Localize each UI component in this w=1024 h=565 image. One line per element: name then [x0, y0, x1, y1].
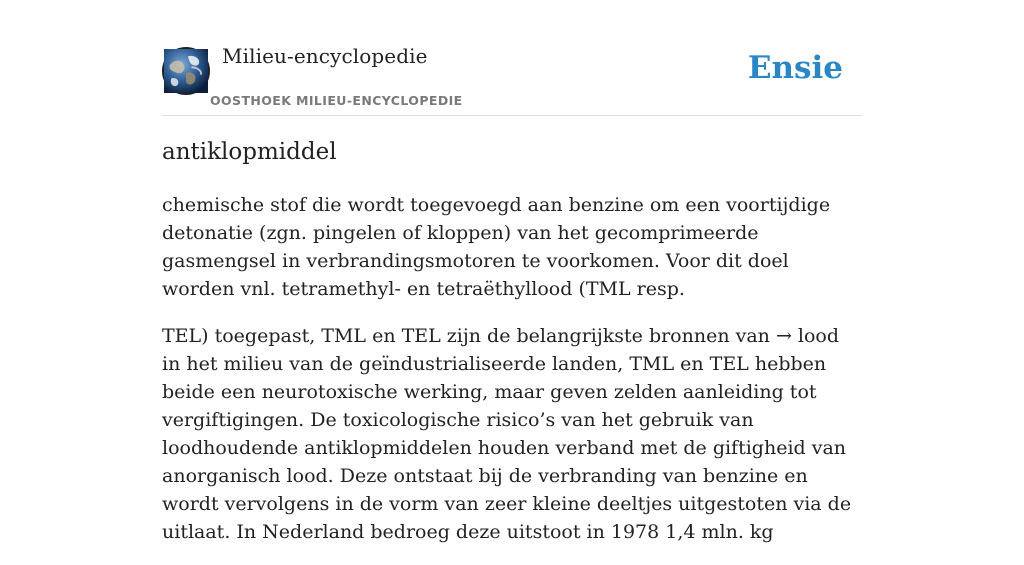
- article-paragraph: TEL) toegepast, TML en TEL zijn de belangrijkste bronnen van → lood in het milieu van de geïndustrialiseerde landen, TML en TEL hebben beide een neurotoxische werking, maar geven zelden aanleiding tot vergiftigingen. De toxicologische risico’s van het gebruik van loodhoudende antiklopmiddelen houden verband met de giftigheid van anorganisch lood. Deze ontstaat bij de verbranding van benzine en wordt vervolgens in de vorm van zeer kleine deeltjes uitgestoten via de uitlaat. In Nederland bedroeg deze uitstoot in 1978 1,4 mln. kg: [162, 325, 852, 543]
- article-paragraph: chemische stof die wordt toegevoegd aan benzine om een voortijdige detonatie (zgn. pingelen of kloppen) van het gecomprimeerde gasmengsel in verbrandingsmotoren te voorkomen. Voor dit doel worden vnl. tetramethyl- en tetraëthyllood (TML resp.: [162, 194, 831, 300]
- earth-globe-icon[interactable]: [162, 47, 210, 95]
- site-header: [162, 0, 862, 116]
- page-title: antiklopmiddel: [162, 139, 337, 165]
- site-title-link[interactable]: Milieu-encyclopedie: [222, 44, 428, 68]
- article-body: [162, 191, 862, 565]
- site-subtitle: OOSTHOEK MILIEU-ENCYCLOPEDIE: [210, 93, 463, 108]
- ensie-logo-link[interactable]: Ensie: [747, 50, 843, 86]
- globe-graphic: [164, 49, 208, 93]
- content-container: [162, 0, 862, 543]
